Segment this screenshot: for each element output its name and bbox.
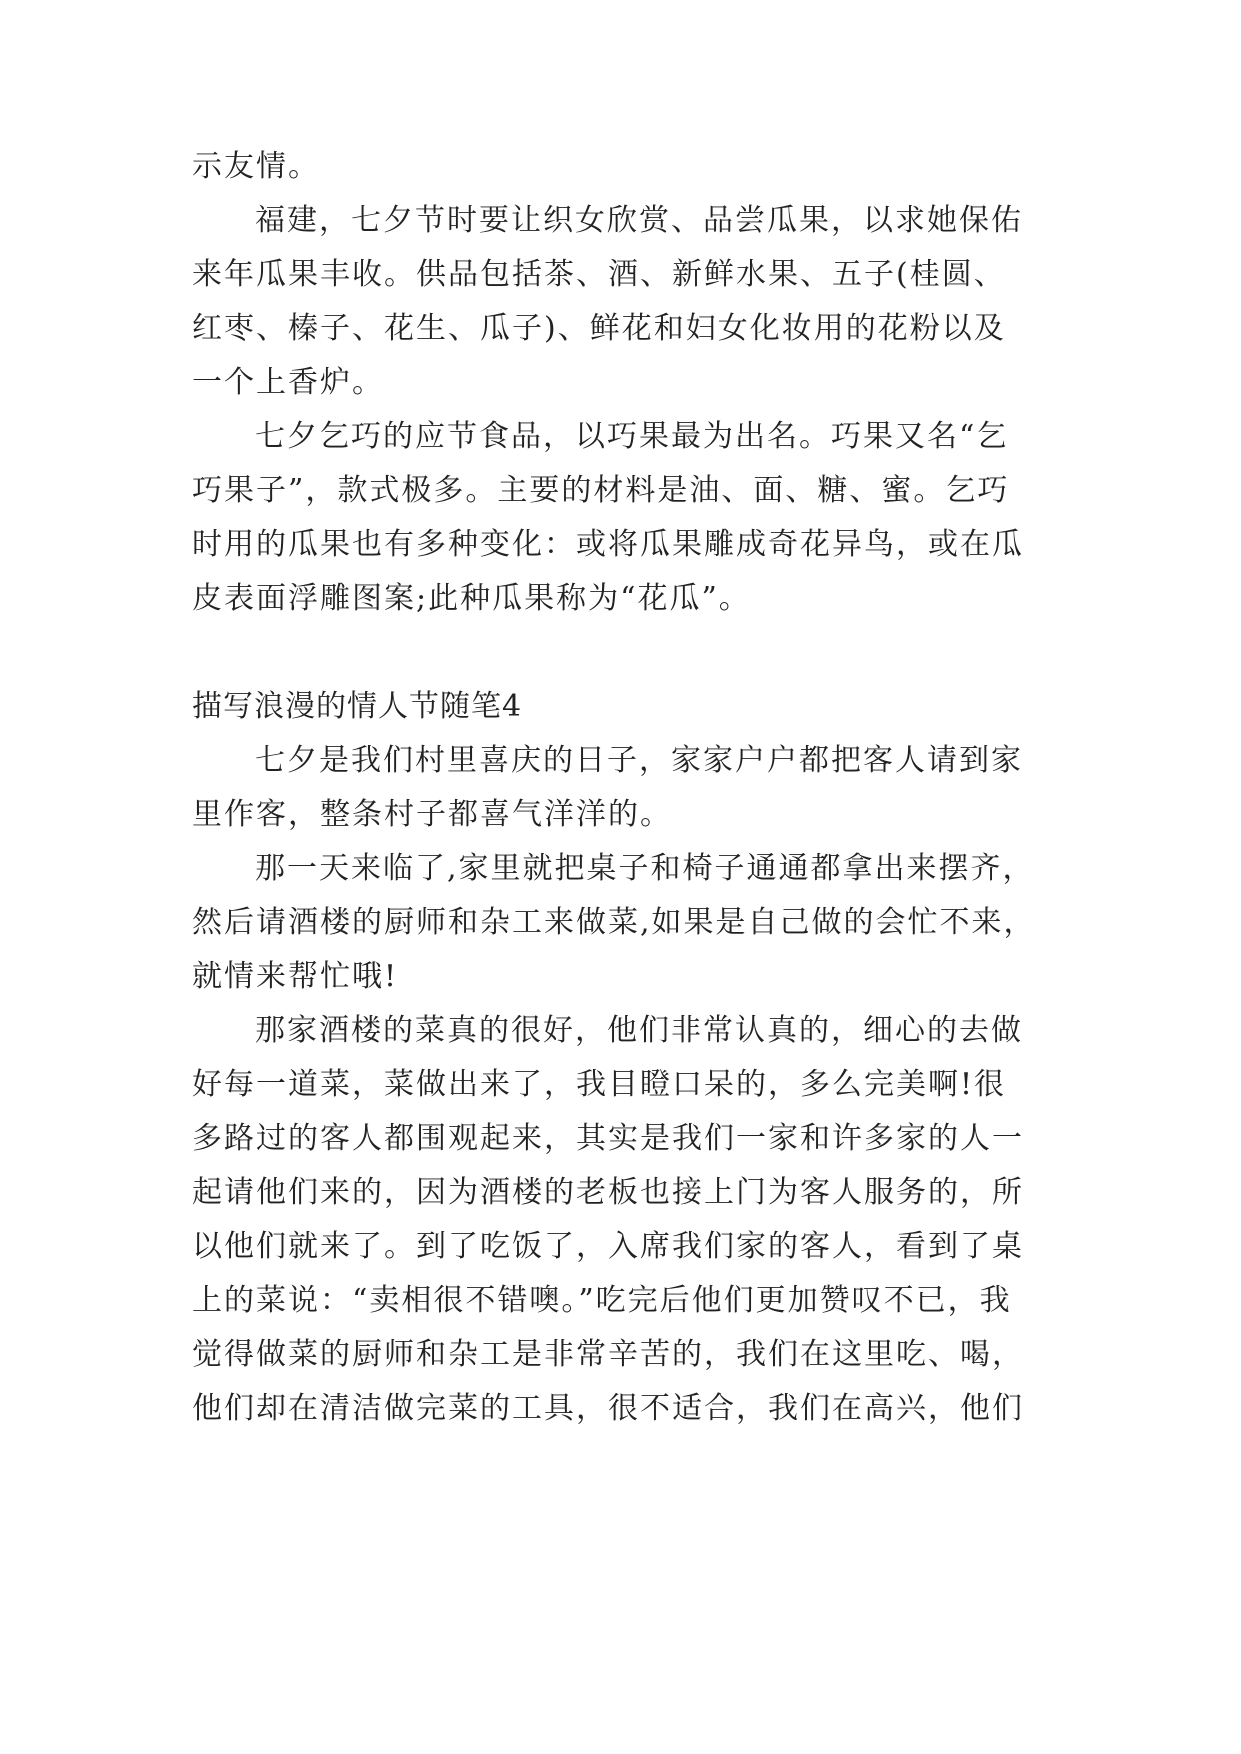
text-line: 红枣、榛子、花生、瓜子)、鲜花和妇女化妆用的花粉以及 — [192, 311, 1006, 346]
text-line: 他们却在清洁做完菜的工具，很不适合，我们在高兴，他们 — [192, 1391, 1024, 1426]
section-heading: 描写浪漫的情人节随笔4 — [192, 689, 523, 724]
text-line: 然后请酒楼的厨师和杂工来做菜,如果是自己做的会忙不来， — [192, 905, 1036, 940]
text-line: 七夕是我们村里喜庆的日子，家家户户都把客人请到家 — [255, 743, 1023, 778]
text-line: 多路过的客人都围观起来，其实是我们一家和许多家的人一 — [192, 1121, 1024, 1156]
text-line: 七夕乞巧的应节食品，以巧果最为出名。巧果又名“乞 — [255, 419, 1009, 454]
text-line: 那一天来临了,家里就把桌子和椅子通通都拿出来摆齐， — [255, 851, 1035, 886]
text-line: 来年瓜果丰收。供品包括茶、酒、新鲜水果、五子(桂圆、 — [192, 257, 1006, 292]
text-line: 上的菜说：“卖相很不错噢。”吃完后他们更加赞叹不已，我 — [192, 1283, 1012, 1318]
text-line: 觉得做菜的厨师和杂工是非常辛苦的，我们在这里吃、喝， — [192, 1337, 1024, 1372]
text-line: 那家酒楼的菜真的很好，他们非常认真的，细心的去做 — [255, 1013, 1023, 1048]
text-line: 起请他们来的，因为酒楼的老板也接上门为客人服务的，所 — [192, 1175, 1024, 1210]
text-line: 巧果子”，款式极多。主要的材料是油、面、糖、蜜。乞巧 — [192, 473, 1010, 508]
text-line: 一个上香炉。 — [192, 365, 384, 400]
text-line: 皮表面浮雕图案;此种瓜果称为“花瓜”。 — [192, 581, 751, 616]
text-line: 就情来帮忙哦! — [192, 959, 399, 994]
text-line: 好每一道菜，菜做出来了，我目瞪口呆的，多么完美啊!很 — [192, 1067, 1007, 1102]
text-line: 福建，七夕节时要让织女欣赏、品尝瓜果，以求她保佑 — [255, 203, 1023, 238]
text-line: 以他们就来了。到了吃饭了，入席我们家的客人，看到了桌 — [192, 1229, 1024, 1264]
text-line: 时用的瓜果也有多种变化：或将瓜果雕成奇花异鸟，或在瓜 — [192, 527, 1024, 562]
text-line: 示友情。 — [192, 149, 320, 184]
text-line: 里作客，整条村子都喜气洋洋的。 — [192, 797, 672, 832]
